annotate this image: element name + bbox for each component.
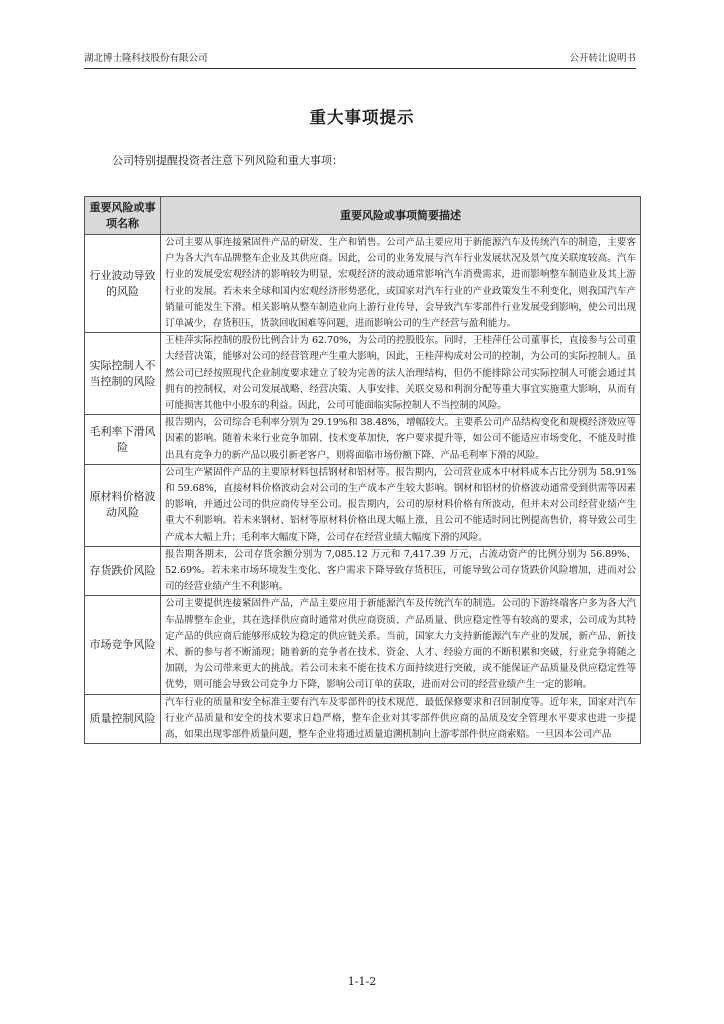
table-row: [85, 596, 641, 694]
risk-table: [84, 196, 641, 744]
table-header-row: [85, 197, 641, 235]
header-doc-type: 公开转让说明书: [569, 53, 636, 64]
table-row: [85, 333, 641, 415]
risk-description: 公司主要从事连接紧固件产品的研发、生产和销售。公司产品主要应用于新能源汽车及传统汽车的制造，主要客户为各大汽车品牌整车企业及其供应商。因此，公司的业务发展与汽车行业发展状况及景气度关联度较高。汽车行业的发展受宏观经济的影响较为明显，宏观经济的波动通常影响汽车消费需求，进而影响整车制造业及其上游行业的发展。若未来全球和国内宏观经济形势恶化，或国家对汽车行业的产业政策发生不利变化，则我国汽车产销量可能发生下滑。相关影响从整车制造业向上游行业传导，会导致汽车零部件行业发展受到影响，使公司出现订单减少，存货积压，货款回收困难等问题，进而影响公司的生产经营与盈利能力。: [161, 235, 641, 333]
page-title: 重大事项提示: [309, 108, 415, 127]
table-row: [85, 694, 641, 744]
risk-desc-header: 重要风险或事项简要描述: [161, 197, 641, 235]
risk-description: 报告期内，公司综合毛利率分别为 29.19%和 38.48%，增幅较大。主要系公司产品结构变化和规模经济效应等因素的影响。随着未来行业竞争加剧、技术变革加快，客户要求提升等，如公司不能适应市场变化，不能及时推出具有竞争力的新产品以吸引新老客户，则将面临市场份额下降、产品毛利率下滑的风险。: [161, 415, 641, 465]
intro-paragraph: 公司特别提醒投资者注意下列风险和重大事项：: [112, 154, 343, 167]
risk-description: 报告期各期末，公司存货余额分别为 7,085.12 万元和 7,417.39 万元，占流动资产的比例分别为 56.89%、52.69%。若未来市场环境发生变化、客户需求下降导致存货积压，可能导致公司存货跌价风险增加，进而对公司的经营业绩产生不利影响。: [161, 546, 641, 596]
table-row: [85, 235, 641, 333]
risk-name: 实际控制人不当控制的风险: [85, 333, 161, 415]
risk-description: 王桂萍实际控制的股份比例合计为 62.70%，为公司的控股股东。同时，王桂萍任公司董事长，直接参与公司重大经营决策，能够对公司的经营管理产生重大影响，因此，王桂萍构成对公司的控制，为公司的实际控制人。虽然公司已经按照现代企业制度要求建立了较为完善的法人治理结构，但仍不能排除公司实际控制人可能会通过其拥有的控制权，对公司发展战略、经营决策、人事安排、关联交易和利润分配等重大事宜实施重大影响，从而有可能损害其他中小股东的利益。因此，公司可能面临实际控制人不当控制的风险。: [161, 333, 641, 415]
page-number: 1-1-2: [347, 975, 377, 988]
risk-name: 质量控制风险: [85, 694, 161, 744]
risk-name: 原材料价格波动风险: [85, 464, 161, 546]
risk-name: 毛利率下滑风险: [85, 415, 161, 465]
risk-name: 存货跌价风险: [85, 546, 161, 596]
header-company: 湖北博士隆科技股份有限公司: [84, 53, 208, 64]
page-header: [84, 50, 636, 69]
risk-name: 市场竞争风险: [85, 596, 161, 694]
risk-description: 公司主要提供连接紧固件产品，产品主要应用于新能源汽车及传统汽车的制造。公司的下游终端客户多为各大汽车品牌整车企业，其在选择供应商时通常对供应商资质、产品质量、供应稳定性等有较高的要求，公司成为其特定产品的供应商后能够形成较为稳定的供应链关系。当前，国家大力支持新能源汽车产业的发展，新产品、新技术、新的参与者不断涌现；随着新的竞争者在技术、资金、人才、经验方面的不断积累和突破，行业竞争将随之加剧，为公司带来更大的挑战。若公司未来不能在技术方面持续进行突破，或不能保证产品质量及供应稳定性等优势，则可能会导致公司竞争力下降，影响公司订单的获取，进而对公司的经营业绩产生一定的影响。: [161, 596, 641, 694]
risk-description: 汽车行业的质量和安全标准主要有汽车及零部件的技术规范、最低保修要求和召回制度等。近年来，国家对汽车行业产品质量和安全的技术要求日趋严格，整车企业对其零部件供应商的品质及安全管理水平要求也进一步提高，如果出现零部件质量问题，整车企业将通过质量追溯机制向上游零部件供应商索赔。一旦因本公司产品: [161, 694, 641, 744]
table-row: [85, 464, 641, 546]
table-row: [85, 415, 641, 465]
risk-name: 行业波动导致的风险: [85, 235, 161, 333]
risk-name-header: 重要风险或事项名称: [85, 197, 161, 235]
risk-description: 公司生产紧固件产品的主要原材料包括钢材和铝材等。报告期内，公司营业成本中材料成本占比分别为 58.91%和 59.68%，直接材料价格波动会对公司的生产成本产生较大影响。钢材和铝材的价格波动通常受到供需等因素的影响，并通过公司的供应商传导至公司。报告期内，公司的原材料价格有所波动，但并未对公司经营业绩产生重大不利影响。若未来钢材、铝材等原材料价格出现大幅上涨，且公司不能适时同比例提高售价，将导致公司生产成本大幅上升；毛利率大幅度下降，公司存在经营业绩大幅度下滑的风险。: [161, 464, 641, 546]
table-row: [85, 546, 641, 596]
